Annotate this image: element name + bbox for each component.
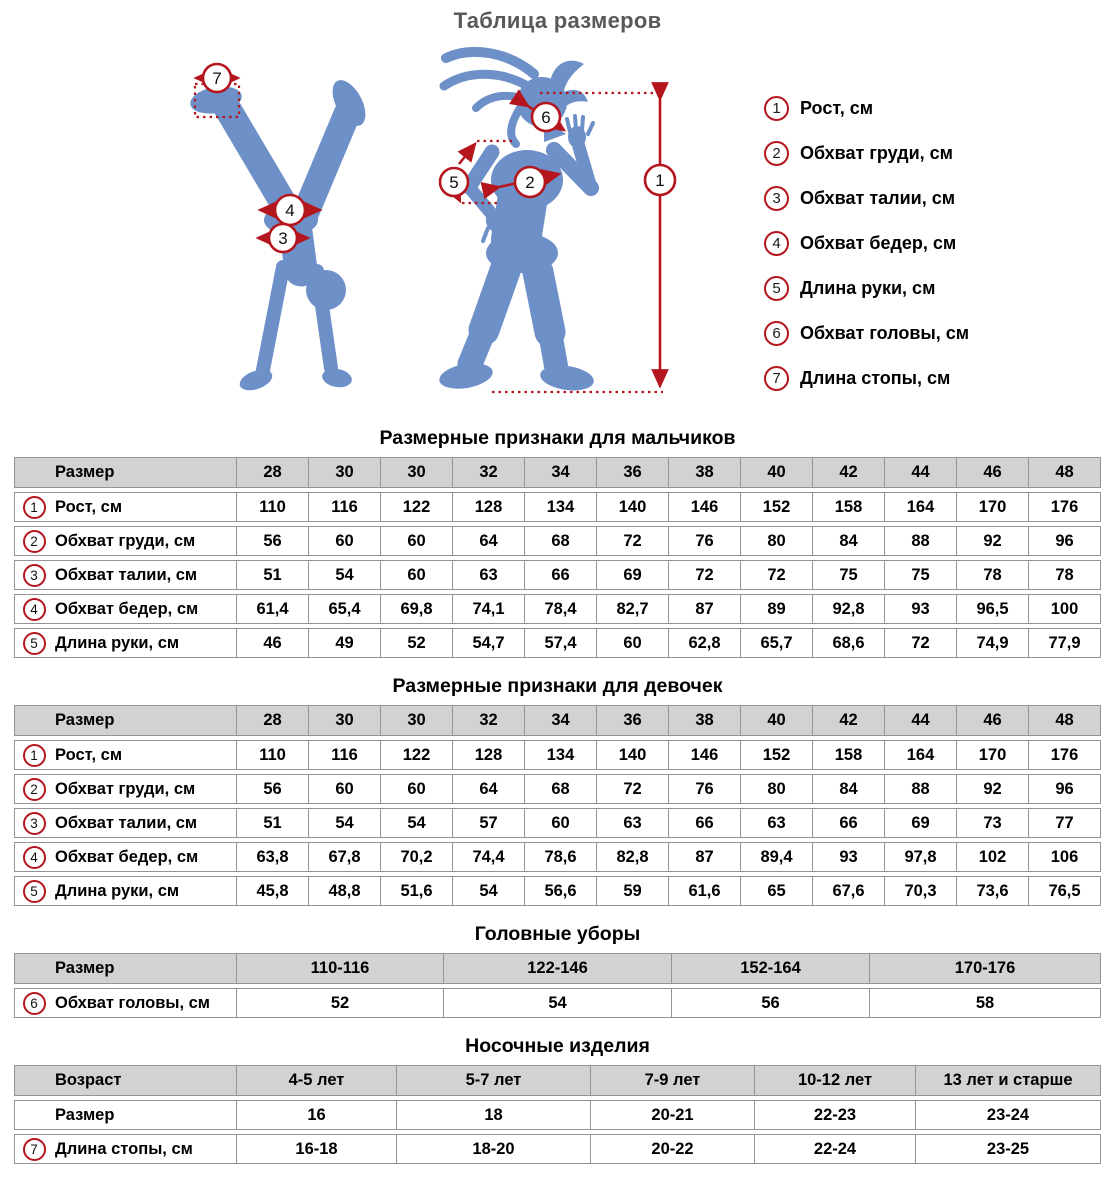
value-cell: 54 bbox=[380, 809, 452, 837]
value-cell: 49 bbox=[308, 629, 380, 657]
size-column-header: 44 bbox=[884, 706, 956, 735]
value-cell: 56 bbox=[671, 989, 869, 1017]
value-cell: 170 bbox=[956, 741, 1028, 769]
table-title-headwear: Головные уборы bbox=[474, 923, 641, 945]
row-number-circle: 4 bbox=[23, 598, 46, 621]
size-column-header: 28 bbox=[236, 458, 308, 487]
value-cell: 140 bbox=[596, 493, 668, 521]
table-row bbox=[14, 740, 1101, 770]
legend-item bbox=[764, 176, 969, 221]
table-socks bbox=[14, 1065, 1101, 1164]
value-cell: 65,7 bbox=[740, 629, 812, 657]
value-cell: 110 bbox=[236, 741, 308, 769]
value-cell: 52 bbox=[380, 629, 452, 657]
value-cell: 74,1 bbox=[452, 595, 524, 623]
value-cell: 122 bbox=[380, 493, 452, 521]
table-title-socks: Носочные изделия bbox=[465, 1035, 650, 1057]
header-first-label: Размер bbox=[55, 711, 115, 729]
row-number-circle: 3 bbox=[23, 564, 46, 587]
value-cell: 97,8 bbox=[884, 843, 956, 871]
value-cell: 22-23 bbox=[754, 1101, 915, 1129]
value-cell: 51 bbox=[236, 809, 308, 837]
legend-number-circle: 6 bbox=[764, 321, 789, 346]
value-cell: 54 bbox=[452, 877, 524, 905]
legend-label: Обхват бедер, см bbox=[800, 233, 957, 253]
legend-number-circle: 4 bbox=[764, 231, 789, 256]
circle-slot bbox=[22, 1103, 46, 1127]
legend-label: Обхват груди, см bbox=[800, 143, 953, 163]
size-tables bbox=[0, 427, 1115, 1164]
value-cell: 69,8 bbox=[380, 595, 452, 623]
table-girls bbox=[14, 705, 1101, 906]
row-label-cell bbox=[15, 809, 236, 837]
girl-standing-figure bbox=[437, 52, 595, 394]
value-cell: 78,4 bbox=[524, 595, 596, 623]
value-cell: 88 bbox=[884, 527, 956, 555]
row-number-circle: 7 bbox=[23, 1138, 46, 1161]
value-cell: 92 bbox=[956, 527, 1028, 555]
value-cell: 23-25 bbox=[915, 1135, 1100, 1163]
value-cell: 164 bbox=[884, 493, 956, 521]
size-column-header: 38 bbox=[668, 706, 740, 735]
value-cell: 54,7 bbox=[452, 629, 524, 657]
value-cell: 93 bbox=[812, 843, 884, 871]
value-cell: 73,6 bbox=[956, 877, 1028, 905]
value-cell: 64 bbox=[452, 527, 524, 555]
value-cell: 122 bbox=[380, 741, 452, 769]
value-cell: 60 bbox=[380, 775, 452, 803]
value-cell: 61,4 bbox=[236, 595, 308, 623]
table-row bbox=[14, 774, 1101, 804]
value-cell: 146 bbox=[668, 493, 740, 521]
legend-number-circle: 1 bbox=[764, 96, 789, 121]
value-cell: 72 bbox=[884, 629, 956, 657]
size-column-header: 28 bbox=[236, 706, 308, 735]
circle-slot bbox=[22, 743, 46, 767]
table-row bbox=[14, 492, 1101, 522]
row-label-cell bbox=[15, 527, 236, 555]
value-cell: 78,6 bbox=[524, 843, 596, 871]
row-label: Обхват бедер, см bbox=[55, 847, 199, 866]
value-cell: 92 bbox=[956, 775, 1028, 803]
callout-number: 7 bbox=[212, 69, 222, 88]
value-cell: 75 bbox=[812, 561, 884, 589]
value-cell: 57,4 bbox=[524, 629, 596, 657]
size-column-header: 110-116 bbox=[236, 954, 443, 983]
row-label-cell bbox=[15, 1135, 236, 1163]
header-label-cell bbox=[15, 458, 236, 487]
row-number-circle: 4 bbox=[23, 846, 46, 869]
size-column-header: 34 bbox=[524, 706, 596, 735]
value-cell: 70,2 bbox=[380, 843, 452, 871]
size-column-header: 4-5 лет bbox=[236, 1066, 396, 1095]
size-column-header: 34 bbox=[524, 458, 596, 487]
value-cell: 66 bbox=[668, 809, 740, 837]
value-cell: 74,4 bbox=[452, 843, 524, 871]
row-label: Размер bbox=[55, 1105, 115, 1124]
value-cell: 134 bbox=[524, 493, 596, 521]
value-cell: 170 bbox=[956, 493, 1028, 521]
value-cell: 176 bbox=[1028, 493, 1100, 521]
value-cell: 76 bbox=[668, 527, 740, 555]
value-cell: 82,7 bbox=[596, 595, 668, 623]
value-cell: 67,8 bbox=[308, 843, 380, 871]
value-cell: 102 bbox=[956, 843, 1028, 871]
value-cell: 164 bbox=[884, 741, 956, 769]
value-cell: 60 bbox=[380, 527, 452, 555]
table-title-girls: Размерные признаки для девочек bbox=[392, 675, 723, 697]
value-cell: 80 bbox=[740, 527, 812, 555]
value-cell: 69 bbox=[884, 809, 956, 837]
row-number-circle: 6 bbox=[23, 992, 46, 1015]
row-number-circle: 2 bbox=[23, 778, 46, 801]
callout-number: 5 bbox=[449, 173, 459, 192]
value-cell: 93 bbox=[884, 595, 956, 623]
value-cell: 69 bbox=[596, 561, 668, 589]
size-column-header: 36 bbox=[596, 458, 668, 487]
table-row bbox=[14, 808, 1101, 838]
legend-label: Обхват талии, см bbox=[800, 188, 956, 208]
row-number-circle: 1 bbox=[23, 496, 46, 519]
row-label: Обхват груди, см bbox=[55, 779, 196, 798]
legend-label: Длина стопы, см bbox=[800, 368, 951, 388]
value-cell: 68 bbox=[524, 775, 596, 803]
legend-number-circle: 7 bbox=[764, 366, 789, 391]
value-cell: 82,8 bbox=[596, 843, 668, 871]
size-column-header: 30 bbox=[380, 706, 452, 735]
value-cell: 60 bbox=[308, 775, 380, 803]
value-cell: 158 bbox=[812, 741, 884, 769]
table-headwear bbox=[14, 953, 1101, 1018]
diagram-section bbox=[0, 0, 1115, 422]
value-cell: 116 bbox=[308, 493, 380, 521]
value-cell: 63 bbox=[596, 809, 668, 837]
header-first-label: Размер bbox=[55, 463, 115, 481]
circle-slot bbox=[22, 631, 46, 655]
size-column-header: 122-146 bbox=[443, 954, 671, 983]
circle-slot bbox=[22, 777, 46, 801]
row-label-cell bbox=[15, 629, 236, 657]
value-cell: 48,8 bbox=[308, 877, 380, 905]
legend-number-circle: 2 bbox=[764, 141, 789, 166]
value-cell: 46 bbox=[236, 629, 308, 657]
value-cell: 146 bbox=[668, 741, 740, 769]
row-label-cell bbox=[15, 843, 236, 871]
legend-label: Длина руки, см bbox=[800, 278, 936, 298]
table-section-boys bbox=[14, 427, 1101, 658]
circle-slot bbox=[22, 957, 46, 981]
measurement-legend bbox=[764, 86, 969, 401]
callout-number: 4 bbox=[285, 201, 295, 220]
size-column-header: 40 bbox=[740, 706, 812, 735]
value-cell: 66 bbox=[812, 809, 884, 837]
size-column-header: 170-176 bbox=[869, 954, 1100, 983]
value-cell: 110 bbox=[236, 493, 308, 521]
row-label-cell bbox=[15, 989, 236, 1017]
table-row bbox=[14, 560, 1101, 590]
value-cell: 62,8 bbox=[668, 629, 740, 657]
legend-item bbox=[764, 221, 969, 266]
value-cell: 54 bbox=[308, 561, 380, 589]
legend-item bbox=[764, 266, 969, 311]
row-label: Длина руки, см bbox=[55, 881, 180, 900]
value-cell: 92,8 bbox=[812, 595, 884, 623]
value-cell: 116 bbox=[308, 741, 380, 769]
value-cell: 72 bbox=[740, 561, 812, 589]
value-cell: 61,6 bbox=[668, 877, 740, 905]
circle-slot bbox=[22, 597, 46, 621]
value-cell: 67,6 bbox=[812, 877, 884, 905]
legend-item bbox=[764, 356, 969, 401]
value-cell: 54 bbox=[308, 809, 380, 837]
value-cell: 87 bbox=[668, 843, 740, 871]
value-cell: 63,8 bbox=[236, 843, 308, 871]
circle-slot bbox=[22, 811, 46, 835]
value-cell: 16-18 bbox=[236, 1135, 396, 1163]
row-number-circle: 2 bbox=[23, 530, 46, 553]
value-cell: 16 bbox=[236, 1101, 396, 1129]
size-column-header: 46 bbox=[956, 458, 1028, 487]
table-header-row bbox=[14, 1065, 1101, 1096]
circle-slot bbox=[22, 845, 46, 869]
callout-number: 6 bbox=[541, 108, 551, 127]
value-cell: 54 bbox=[443, 989, 671, 1017]
value-cell: 56 bbox=[236, 527, 308, 555]
value-cell: 20-22 bbox=[590, 1135, 754, 1163]
row-label-cell bbox=[15, 493, 236, 521]
table-section-headwear bbox=[14, 923, 1101, 1018]
value-cell: 18 bbox=[396, 1101, 590, 1129]
value-cell: 89,4 bbox=[740, 843, 812, 871]
legend-number-circle: 5 bbox=[764, 276, 789, 301]
value-cell: 87 bbox=[668, 595, 740, 623]
row-number-circle: 5 bbox=[23, 632, 46, 655]
value-cell: 76,5 bbox=[1028, 877, 1100, 905]
size-column-header: 44 bbox=[884, 458, 956, 487]
size-column-header: 32 bbox=[452, 706, 524, 735]
row-label: Длина стопы, см bbox=[55, 1139, 193, 1158]
row-label: Рост, см bbox=[55, 745, 123, 764]
circle-slot bbox=[22, 461, 46, 485]
value-cell: 78 bbox=[956, 561, 1028, 589]
table-section-socks bbox=[14, 1035, 1101, 1164]
value-cell: 73 bbox=[956, 809, 1028, 837]
value-cell: 140 bbox=[596, 741, 668, 769]
header-label-cell bbox=[15, 954, 236, 983]
size-column-header: 32 bbox=[452, 458, 524, 487]
value-cell: 96,5 bbox=[956, 595, 1028, 623]
table-header-row bbox=[14, 457, 1101, 488]
value-cell: 100 bbox=[1028, 595, 1100, 623]
size-column-header: 152-164 bbox=[671, 954, 869, 983]
row-label-cell bbox=[15, 741, 236, 769]
row-label: Обхват бедер, см bbox=[55, 599, 199, 618]
row-label-cell bbox=[15, 877, 236, 905]
circle-slot bbox=[22, 1069, 46, 1093]
value-cell: 58 bbox=[869, 989, 1100, 1017]
value-cell: 57 bbox=[452, 809, 524, 837]
circle-slot bbox=[22, 495, 46, 519]
header-label-cell bbox=[15, 1066, 236, 1095]
size-column-header: 42 bbox=[812, 458, 884, 487]
table-row bbox=[14, 628, 1101, 658]
value-cell: 18-20 bbox=[396, 1135, 590, 1163]
legend-label: Рост, см bbox=[800, 98, 874, 118]
value-cell: 65 bbox=[740, 877, 812, 905]
table-row bbox=[14, 842, 1101, 872]
row-label-cell bbox=[15, 1101, 236, 1129]
value-cell: 68,6 bbox=[812, 629, 884, 657]
size-column-header: 48 bbox=[1028, 706, 1100, 735]
value-cell: 96 bbox=[1028, 775, 1100, 803]
table-row bbox=[14, 1100, 1101, 1130]
row-number-circle: 3 bbox=[23, 812, 46, 835]
value-cell: 176 bbox=[1028, 741, 1100, 769]
value-cell: 152 bbox=[740, 493, 812, 521]
value-cell: 68 bbox=[524, 527, 596, 555]
circle-slot bbox=[22, 709, 46, 733]
circle-slot bbox=[22, 991, 46, 1015]
size-column-header: 48 bbox=[1028, 458, 1100, 487]
value-cell: 134 bbox=[524, 741, 596, 769]
table-title-boys: Размерные признаки для мальчиков bbox=[379, 427, 736, 449]
callout-number: 2 bbox=[525, 173, 535, 192]
row-number-circle: 5 bbox=[23, 880, 46, 903]
value-cell: 78 bbox=[1028, 561, 1100, 589]
row-label-cell bbox=[15, 595, 236, 623]
size-column-header: 30 bbox=[308, 458, 380, 487]
value-cell: 89 bbox=[740, 595, 812, 623]
row-label: Длина руки, см bbox=[55, 633, 180, 652]
legend-item bbox=[764, 131, 969, 176]
value-cell: 76 bbox=[668, 775, 740, 803]
table-row bbox=[14, 988, 1101, 1018]
row-number-circle: 1 bbox=[23, 744, 46, 767]
size-column-header: 38 bbox=[668, 458, 740, 487]
size-column-header: 40 bbox=[740, 458, 812, 487]
row-label-cell bbox=[15, 775, 236, 803]
row-label: Рост, см bbox=[55, 497, 123, 516]
value-cell: 128 bbox=[452, 493, 524, 521]
value-cell: 77 bbox=[1028, 809, 1100, 837]
value-cell: 128 bbox=[452, 741, 524, 769]
value-cell: 63 bbox=[452, 561, 524, 589]
circle-slot bbox=[22, 879, 46, 903]
page-title: Таблица размеров bbox=[453, 8, 662, 33]
circle-slot bbox=[22, 1137, 46, 1161]
value-cell: 77,9 bbox=[1028, 629, 1100, 657]
table-row bbox=[14, 594, 1101, 624]
size-column-header: 13 лет и старше bbox=[915, 1066, 1100, 1095]
value-cell: 74,9 bbox=[956, 629, 1028, 657]
table-header-row bbox=[14, 953, 1101, 984]
legend-number-circle: 3 bbox=[764, 186, 789, 211]
value-cell: 51 bbox=[236, 561, 308, 589]
size-column-header: 30 bbox=[380, 458, 452, 487]
value-cell: 59 bbox=[596, 877, 668, 905]
value-cell: 88 bbox=[884, 775, 956, 803]
value-cell: 56 bbox=[236, 775, 308, 803]
size-column-header: 42 bbox=[812, 706, 884, 735]
size-column-header: 7-9 лет bbox=[590, 1066, 754, 1095]
table-row bbox=[14, 876, 1101, 906]
table-boys bbox=[14, 457, 1101, 658]
size-column-header: 10-12 лет bbox=[754, 1066, 915, 1095]
value-cell: 66 bbox=[524, 561, 596, 589]
row-label: Обхват груди, см bbox=[55, 531, 196, 550]
value-cell: 52 bbox=[236, 989, 443, 1017]
value-cell: 75 bbox=[884, 561, 956, 589]
value-cell: 158 bbox=[812, 493, 884, 521]
value-cell: 60 bbox=[380, 561, 452, 589]
table-row bbox=[14, 1134, 1101, 1164]
header-first-label: Размер bbox=[55, 959, 115, 977]
value-cell: 72 bbox=[596, 527, 668, 555]
header-label-cell bbox=[15, 706, 236, 735]
value-cell: 70,3 bbox=[884, 877, 956, 905]
value-cell: 106 bbox=[1028, 843, 1100, 871]
legend-item bbox=[764, 86, 969, 131]
measurement-diagram bbox=[150, 40, 710, 410]
value-cell: 96 bbox=[1028, 527, 1100, 555]
legend-item bbox=[764, 311, 969, 356]
row-label: Обхват головы, см bbox=[55, 993, 211, 1012]
value-cell: 60 bbox=[596, 629, 668, 657]
value-cell: 80 bbox=[740, 775, 812, 803]
callout-number: 3 bbox=[278, 229, 288, 248]
value-cell: 51,6 bbox=[380, 877, 452, 905]
value-cell: 64 bbox=[452, 775, 524, 803]
value-cell: 45,8 bbox=[236, 877, 308, 905]
value-cell: 63 bbox=[740, 809, 812, 837]
value-cell: 60 bbox=[308, 527, 380, 555]
circle-slot bbox=[22, 563, 46, 587]
value-cell: 56,6 bbox=[524, 877, 596, 905]
size-column-header: 30 bbox=[308, 706, 380, 735]
size-column-header: 46 bbox=[956, 706, 1028, 735]
value-cell: 60 bbox=[524, 809, 596, 837]
row-label: Обхват талии, см bbox=[55, 565, 198, 584]
size-column-header: 36 bbox=[596, 706, 668, 735]
circle-slot bbox=[22, 529, 46, 553]
legend-label: Обхват головы, см bbox=[800, 323, 970, 343]
value-cell: 152 bbox=[740, 741, 812, 769]
table-header-row bbox=[14, 705, 1101, 736]
table-row bbox=[14, 526, 1101, 556]
value-cell: 72 bbox=[668, 561, 740, 589]
row-label-cell bbox=[15, 561, 236, 589]
row-label: Обхват талии, см bbox=[55, 813, 198, 832]
value-cell: 84 bbox=[812, 527, 884, 555]
value-cell: 65,4 bbox=[308, 595, 380, 623]
table-section-girls bbox=[14, 675, 1101, 906]
callout-number: 1 bbox=[655, 171, 665, 190]
size-column-header: 5-7 лет bbox=[396, 1066, 590, 1095]
value-cell: 23-24 bbox=[915, 1101, 1100, 1129]
value-cell: 84 bbox=[812, 775, 884, 803]
value-cell: 20-21 bbox=[590, 1101, 754, 1129]
value-cell: 72 bbox=[596, 775, 668, 803]
value-cell: 22-24 bbox=[754, 1135, 915, 1163]
header-first-label: Возраст bbox=[55, 1071, 122, 1089]
